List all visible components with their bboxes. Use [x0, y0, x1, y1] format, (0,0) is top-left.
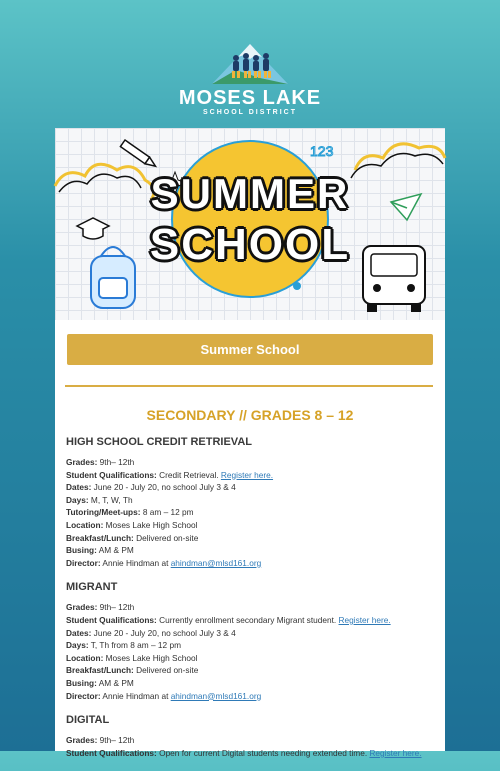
mountain-kids-logo-icon [210, 40, 290, 86]
program-detail-row [66, 601, 436, 614]
program-title: HIGH SCHOOL CREDIT RETRIEVAL [66, 436, 252, 448]
logo-title: MOSES LAKE [178, 87, 322, 109]
detail-label: Location: [66, 652, 104, 663]
divider [65, 385, 433, 387]
detail-label: Tutoring/Meet-ups: [66, 507, 141, 518]
detail-label: Busing: [66, 677, 97, 688]
program-detail-row [66, 652, 436, 665]
detail-value: 9th– 12th [97, 735, 135, 746]
email-link[interactable]: ahindman@mlsd161.org [170, 690, 262, 701]
detail-label: Breakfast/Lunch: [66, 532, 134, 543]
program-detail-row [66, 506, 436, 519]
program-detail-row [66, 639, 436, 652]
detail-label: Days: [66, 494, 89, 505]
program-detail-row [66, 494, 436, 507]
detail-value: Annie Hindman at [100, 690, 171, 701]
section-title: SECONDARY // GRADES 8 – 12 [146, 407, 354, 423]
detail-value: Delivered on-site [133, 532, 199, 543]
email-link[interactable]: ahindman@mlsd161.org [170, 557, 262, 568]
detail-label: Grades: [66, 735, 98, 746]
program-detail-row [66, 456, 436, 469]
program-section [66, 581, 436, 702]
detail-value: Open for current Digital students needing extended time. [156, 747, 370, 758]
detail-label: Grades: [66, 602, 98, 613]
newsletter-card [55, 128, 445, 758]
detail-value: AM & PM [96, 677, 134, 688]
program-list [66, 436, 436, 771]
detail-value: Moses Lake High School [103, 519, 198, 530]
program-detail-row [66, 614, 436, 627]
program-detail-row [66, 544, 436, 557]
detail-value: June 20 - July 20, no school July 3 & 4 [91, 627, 236, 638]
register-link[interactable]: Register here. [220, 469, 274, 480]
program-detail-row [66, 532, 436, 545]
detail-value: AM & PM [96, 545, 134, 556]
logo-subtitle: SCHOOL DISTRICT [202, 109, 298, 116]
program-detail-row [66, 481, 436, 494]
detail-label: Grades: [66, 457, 98, 467]
program-detail-row [66, 519, 436, 532]
register-link[interactable]: Register here. [338, 614, 391, 625]
program-detail-row [66, 627, 436, 640]
detail-label: Location: [66, 519, 104, 530]
program-detail-row [66, 469, 436, 482]
detail-label: Director: [66, 690, 101, 701]
detail-value: 9th– 12th [97, 457, 135, 467]
detail-value: Moses Lake High School [103, 652, 198, 663]
detail-label: Dates: [66, 627, 92, 638]
detail-value: June 20 - July 20, no school July 3 & 4 [91, 482, 236, 493]
summer-school-button[interactable]: Summer School [67, 334, 433, 365]
program-detail-row [66, 677, 436, 690]
detail-label: Director: [66, 557, 101, 568]
detail-label: Student Qualifications: [66, 614, 157, 625]
program-detail-row [66, 734, 436, 747]
program-section [66, 714, 436, 759]
detail-label: Student Qualifications: [66, 747, 157, 758]
detail-value: 9th– 12th [97, 602, 135, 613]
program-detail-row [66, 557, 436, 570]
register-link[interactable]: Register here. [369, 747, 422, 758]
pencil-icon [120, 140, 157, 169]
program-detail-row [66, 664, 436, 677]
detail-value: T, Th from 8 am – 12 pm [88, 640, 181, 651]
banner-title-line1: SUMMER [150, 170, 350, 217]
program-detail-row [66, 690, 436, 703]
numbers-doodle: 123 [310, 143, 334, 159]
program-detail-row [66, 747, 436, 760]
detail-label: Breakfast/Lunch: [66, 665, 134, 676]
banner-title-line2: SCHOOL [149, 220, 351, 269]
detail-value: Delivered on-site [133, 665, 199, 676]
detail-value: M, T, W, Th [88, 494, 133, 505]
detail-value: Credit Retrieval. [156, 469, 221, 480]
detail-label: Student Qualifications: [66, 469, 157, 480]
detail-label: Busing: [66, 545, 97, 556]
detail-value: Annie Hindman at [100, 557, 171, 568]
program-section [66, 436, 436, 569]
program-title: DIGITAL [66, 714, 110, 727]
detail-value: Currently enrollment secondary Migrant student. [156, 614, 339, 625]
program-title: MIGRANT [66, 581, 118, 594]
detail-label: Days: [66, 640, 89, 651]
detail-label: Dates: [66, 482, 92, 493]
summer-school-banner [55, 128, 445, 320]
detail-value: 8 am – 12 pm [140, 507, 194, 518]
district-logo[interactable] [0, 40, 500, 117]
